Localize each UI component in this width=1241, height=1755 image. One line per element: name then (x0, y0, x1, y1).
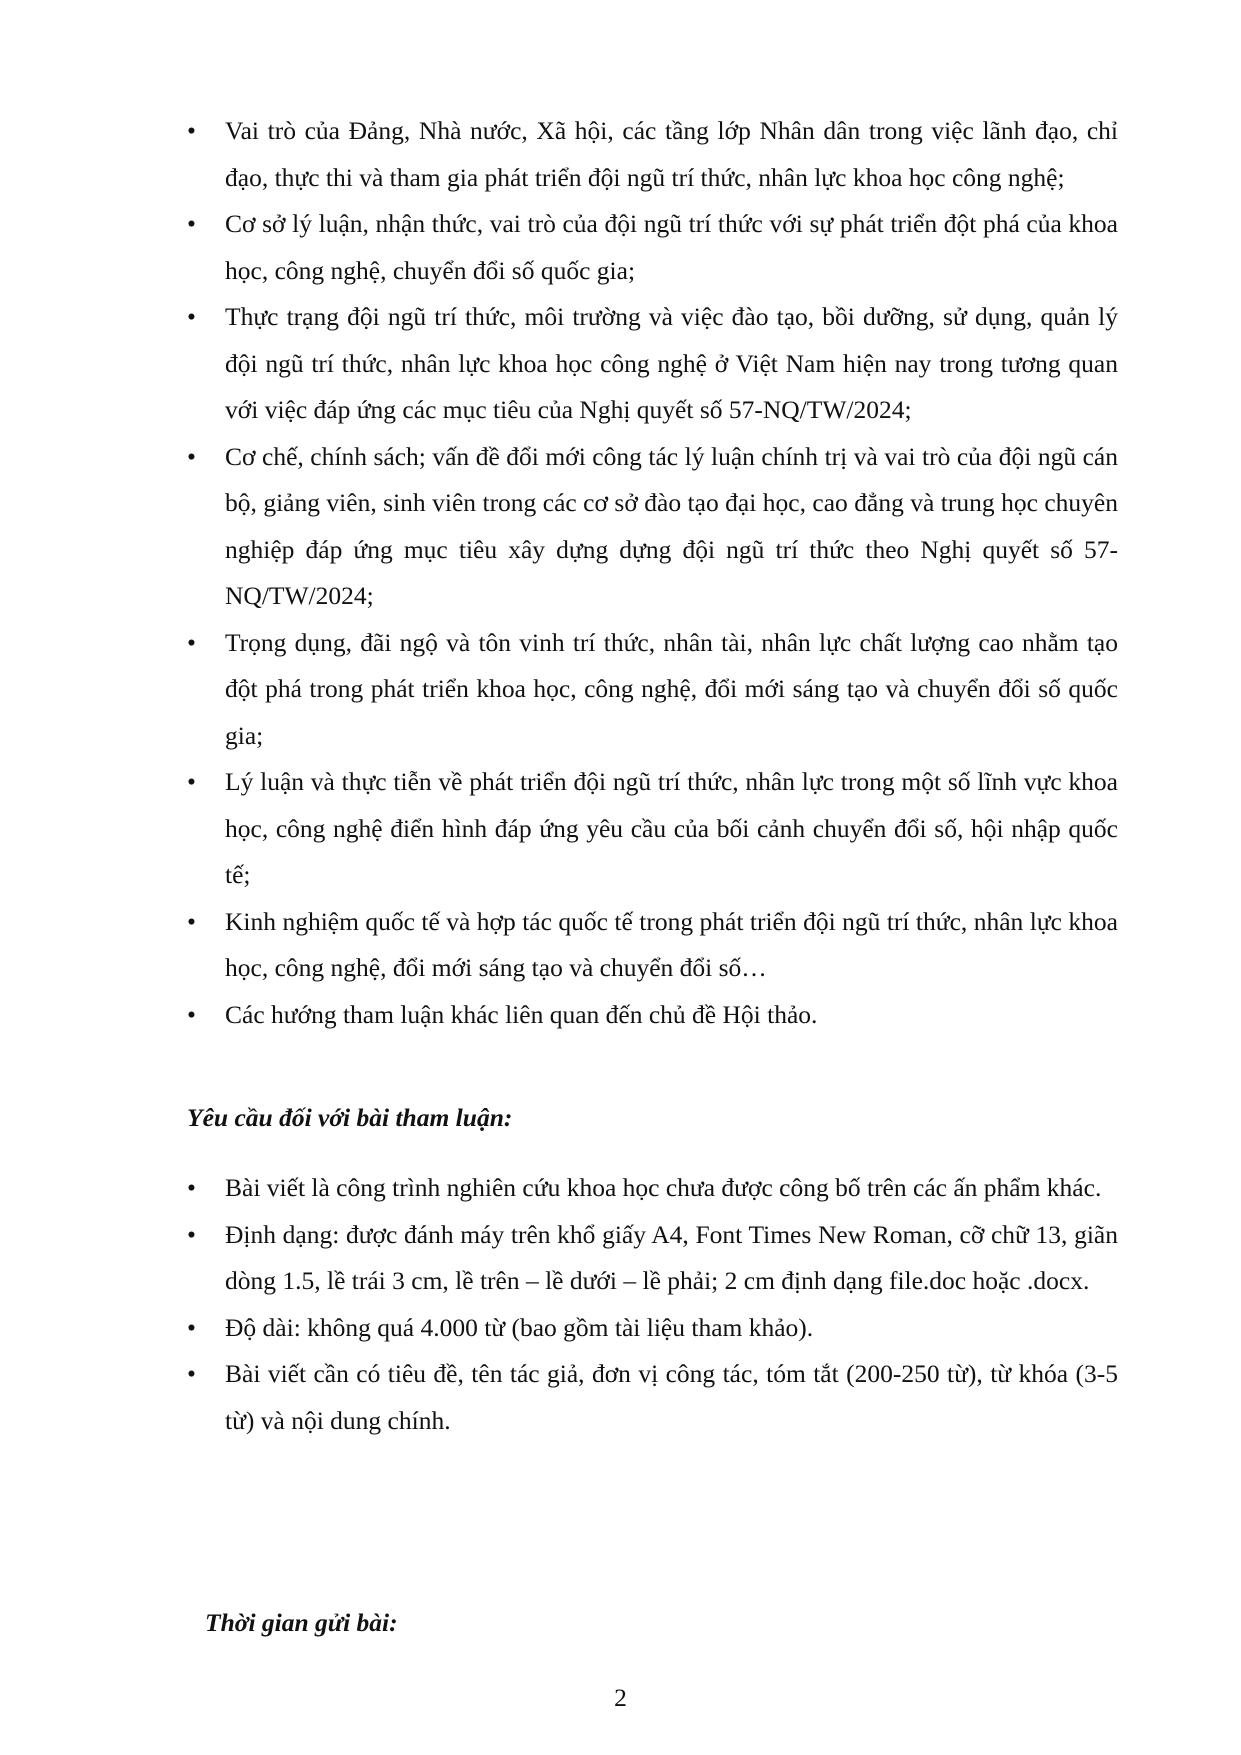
list-item (187, 1212, 1118, 1305)
list-item-text: Bài viết cần có tiêu đề, tên tác giả, đơn vị công tác, tóm tắt (200-250 từ), từ khóa (3-5 từ) và nội dung chính. (225, 1359, 1118, 1435)
list-item-text: Cơ chế, chính sách; vấn đề đổi mới công tác lý luận chính trị và vai trò của đội ngũ cán bộ, giảng viên, sinh viên trong các cơ sở đào tạo đại học, cao đẳng và trung học chuyên nghiệp đáp ứng mục tiêu xây dựng dựng đội ngũ trí thức theo Nghị quyết số 57-NQ/TW/2024; (225, 441, 1118, 610)
list-item-text: Trọng dụng, đãi ngộ và tôn vinh trí thức, nhân tài, nhân lực chất lượng cao nhằm tạo đột phá trong phát triển khoa học, công nghệ, đổi mới sáng tạo và chuyển đổi số quốc gia; (225, 627, 1118, 750)
list-item-text: Định dạng: được đánh máy trên khổ giấy A4, Font Times New Roman, cỡ chữ 13, giãn dòng 1.5, lề trái 3 cm, lề trên – lề dưới – lề phải; 2 cm định dạng file.doc hoặc .docx. (225, 1219, 1118, 1295)
page-number: 2 (614, 1683, 627, 1712)
list-item (187, 201, 1118, 294)
list-item-text: Thực trạng đội ngũ trí thức, môi trường và việc đào tạo, bồi dưỡng, sử dụng, quản lý đội ngũ trí thức, nhân lực khoa học công nghệ ở Việt Nam hiện nay trong tương quan với việc đáp ứng các mục tiêu của Nghị quyết số 57-NQ/TW/2024; (225, 302, 1118, 424)
list-item-text: Kinh nghiệm quốc tế và hợp tác quốc tế trong phát triển đội ngũ trí thức, nhân lực khoa học, công nghệ, đổi mới sáng tạo và chuyển đổi số… (225, 906, 1118, 982)
list-item (187, 992, 1118, 1039)
bullet-icon: • (187, 441, 196, 471)
list-item-text: Độ dài: không quá 4.000 từ (bao gồm tài liệu tham khảo). (225, 1312, 814, 1342)
list-item-text: Vai trò của Đảng, Nhà nước, Xã hội, các tầng lớp Nhân dân trong việc lãnh đạo, chỉ đạo, thực thi và tham gia phát triển đội ngũ trí thức, nhân lực khoa học công nghệ; (225, 116, 1118, 192)
list-item-text: Bài viết là công trình nghiên cứu khoa học chưa được công bố trên các ấn phẩm khác. (225, 1173, 1102, 1202)
list-item (187, 620, 1118, 760)
list-item-text: Lý luận và thực tiễn về phát triển đội ngũ trí thức, nhân lực trong một số lĩnh vực khoa học, công nghệ điển hình đáp ứng yêu cầu của bối cảnh chuyển đổi số, hội nhập quốc tế; (225, 767, 1118, 889)
list-item-text: Cơ sở lý luận, nhận thức, vai trò của đội ngũ trí thức với sự phát triển đột phá của khoa học, công nghệ, chuyển đổi số quốc gia; (225, 209, 1118, 285)
list-item (187, 1165, 1118, 1212)
bullet-icon: • (187, 1219, 196, 1249)
list-item (187, 1351, 1118, 1444)
bullet-icon: • (187, 116, 196, 145)
bullet-icon: • (187, 1173, 196, 1202)
list-item-text: Các hướng tham luận khác liên quan đến chủ đề Hội thảo. (225, 999, 818, 1029)
bullet-icon: • (187, 627, 196, 657)
topics-list (187, 108, 1118, 1038)
list-item (187, 108, 1118, 201)
list-item (187, 434, 1118, 620)
bullet-icon: • (187, 767, 196, 796)
list-item (187, 759, 1118, 899)
list-item (187, 1305, 1118, 1352)
list-item (187, 294, 1118, 434)
bullet-icon: • (187, 906, 196, 936)
bullet-icon: • (187, 209, 196, 238)
list-item (187, 899, 1118, 992)
bullet-icon: • (187, 1359, 196, 1388)
submission-heading: Thời gian gửi bài: (205, 1608, 398, 1637)
bullet-icon: • (187, 1312, 196, 1342)
requirements-list (187, 1165, 1118, 1444)
bullet-icon: • (187, 999, 196, 1029)
bullet-icon: • (187, 302, 196, 331)
requirements-heading: Yêu cầu đối với bài tham luận: (187, 1103, 513, 1132)
